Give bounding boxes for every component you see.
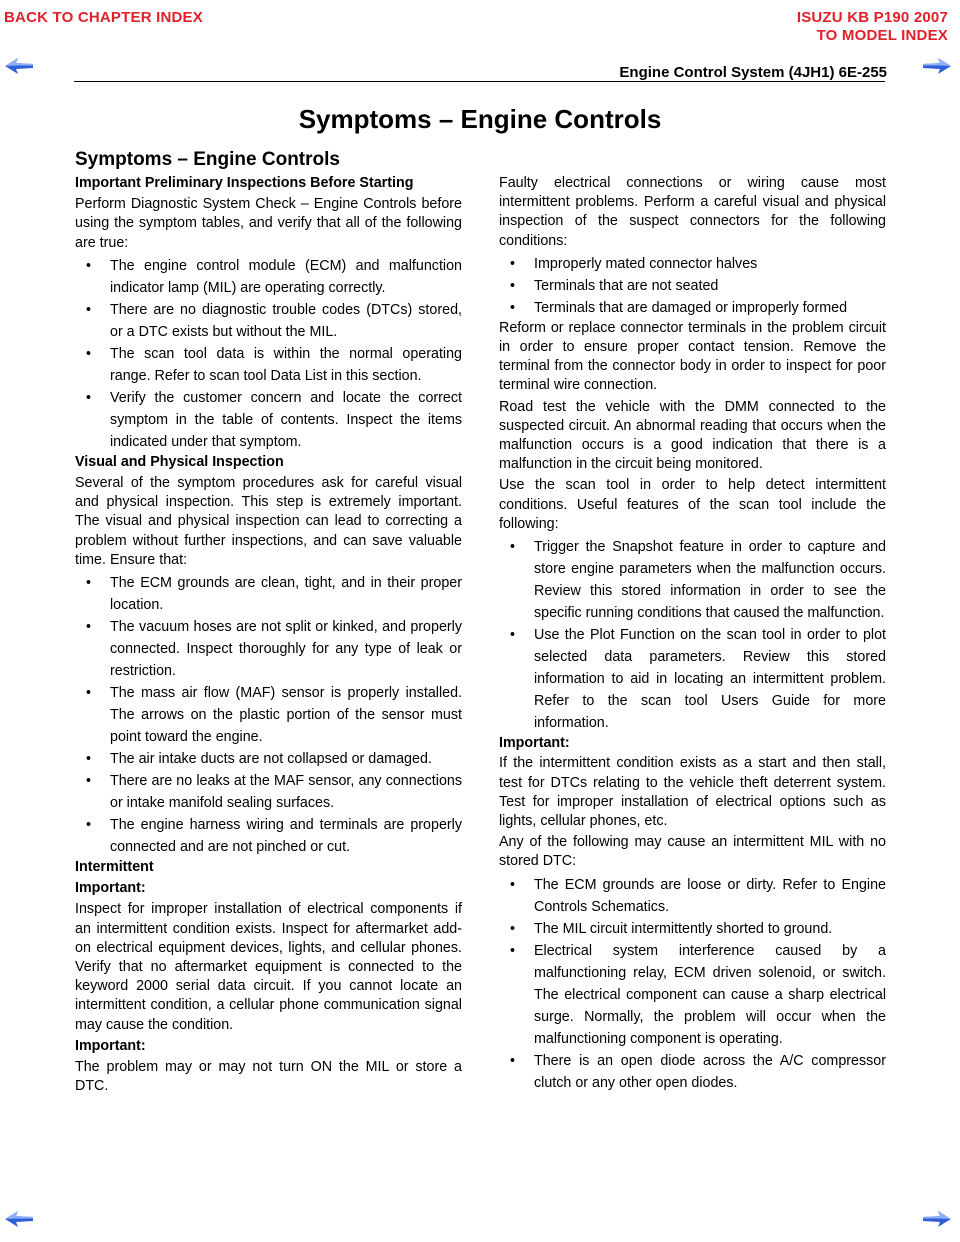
bullet-icon: • <box>510 920 516 937</box>
list-item-text: The mass air flow (MAF) sensor is properly installed. The arrows on the plastic portion of the sensor must point toward the engine. <box>110 685 462 746</box>
section-heading: Symptoms – Engine Controls <box>75 149 340 170</box>
list-item-text: There are no diagnostic trouble codes (DTCs) stored, or a DTC exists but without the MIL. <box>110 301 462 340</box>
bullet-list <box>499 253 886 319</box>
bullet-list <box>499 874 886 1094</box>
bullet-icon: • <box>86 619 92 636</box>
paragraph: Any of the following may cause an intermittent MIL with no stored DTC: <box>499 834 886 870</box>
bullet-list <box>499 536 886 734</box>
list-item <box>499 940 886 1050</box>
list-item-text: The engine control module (ECM) and malfunction indicator lamp (MIL) are operating correctly. <box>110 257 462 296</box>
bullet-icon: • <box>86 685 92 702</box>
list-item <box>75 299 462 343</box>
to-model-index-link[interactable] <box>797 9 948 45</box>
list-item-text: Terminals that are not seated <box>534 277 719 294</box>
page-title: Symptoms – Engine Controls <box>298 104 662 134</box>
paragraph: Inspect for improper installation of electrical components if an intermittent condition exists. Inspect for aftermarket add-on electrical equipment devices, lights, and cellular phones. Verify that no aftermarket equipment is connected to the keyword 2000 serial data circuit. If you cannot locate an intermittent condition, a cellular phone communication signal may cause the condition. <box>75 901 462 1033</box>
list-item-text: The scan tool data is within the normal operating range. Refer to scan tool Data List in this section. <box>110 345 462 384</box>
list-item <box>499 297 886 319</box>
list-item <box>499 918 886 940</box>
list-item-text: The air intake ducts are not collapsed or damaged. <box>110 751 432 768</box>
list-item <box>499 536 886 624</box>
list-item <box>499 275 886 297</box>
arrow-left-icon[interactable] <box>4 1210 34 1228</box>
list-item-text: Trigger the Snapshot feature in order to capture and store engine parameters when the malfunction occurs. Review this stored information in order to see the specific running conditions that caused the malfunction. <box>534 539 886 622</box>
list-item-text: The engine harness wiring and terminals are properly connected and are not pinched or cut. <box>110 817 462 856</box>
bullet-list <box>75 572 462 858</box>
bullet-icon: • <box>86 389 92 406</box>
bullet-icon: • <box>86 345 92 362</box>
right-column <box>499 174 886 1094</box>
list-item <box>75 770 462 814</box>
bullet-icon: • <box>86 575 92 592</box>
arrow-right-icon[interactable] <box>922 57 952 75</box>
paragraph: Perform Diagnostic System Check – Engine Controls before using the symptom tables, and verify that all of the following are true: <box>75 196 462 251</box>
paragraph: Faulty electrical connections or wiring cause most intermittent problems. Perform a careful visual and physical inspection of the suspect connectors for the following conditions: <box>499 175 886 249</box>
list-item <box>75 387 462 453</box>
preliminary-inspections-heading: Important Preliminary Inspections Before Starting <box>75 175 414 191</box>
bullet-icon: • <box>510 299 516 316</box>
bullet-icon: • <box>510 876 516 893</box>
list-item <box>75 255 462 299</box>
list-item-text: Improperly mated connector halves <box>534 255 758 272</box>
running-header: Engine Control System (4JH1) 6E-255 <box>619 64 887 81</box>
list-item-text: Electrical system interference caused by a malfunctioning relay, ECM driven solenoid, or switch. The electrical component can cause a sharp electrical surge. Normally, the problem will occur when the malfunctioning component is operating. <box>534 942 886 1047</box>
important-label: Important: <box>75 1037 146 1054</box>
list-item <box>75 748 462 770</box>
bullet-icon: • <box>510 942 516 959</box>
visual-inspection-heading: Visual and Physical Inspection <box>75 453 284 470</box>
list-item-text: Terminals that are damaged or improperly formed <box>534 299 848 316</box>
list-item-text: The MIL circuit intermittently shorted to ground. <box>534 920 833 937</box>
list-item <box>75 572 462 616</box>
back-to-chapter-index-link[interactable]: BACK TO CHAPTER INDEX <box>4 9 203 26</box>
paragraph: The problem may or may not turn ON the MIL or store a DTC. <box>75 1059 462 1095</box>
important-label: Important: <box>499 735 570 752</box>
paragraph: Road test the vehicle with the DMM connected to the suspected circuit. An abnormal reading that occurs when the malfunction occurs is a good indication that there is a malfunction in the circuit being monitored. <box>499 398 886 473</box>
bullet-list <box>75 255 462 453</box>
bullet-icon: • <box>510 1052 516 1069</box>
list-item <box>75 814 462 858</box>
list-item <box>499 624 886 734</box>
arrow-left-icon[interactable] <box>4 57 34 75</box>
paragraph: Reform or replace connector terminals in the problem circuit in order to ensure proper contact tension. Remove the terminal from the connector body in order to inspect for poor terminal wire connection. <box>499 319 886 394</box>
bullet-icon: • <box>86 817 92 834</box>
list-item-text: There are no leaks at the MAF sensor, any connections or intake manifold sealing surfaces. <box>110 773 462 812</box>
list-item <box>499 253 886 275</box>
bullet-icon: • <box>510 539 516 556</box>
model-name-text: ISUZU KB P190 2007 <box>796 9 948 26</box>
paragraph: Use the scan tool in order to help detect intermittent conditions. Useful features of the scan tool include the following: <box>499 477 886 532</box>
paragraph: If the intermittent condition exists as a start and then stall, test for DTCs relating to the vehicle theft deterrent system. Test for improper installation of electrical options such as lights, cellular phones, etc. <box>499 755 886 830</box>
list-item-text: There is an open diode across the A/C compressor clutch or any other open diodes. <box>534 1052 886 1091</box>
list-item-text: Use the Plot Function on the scan tool in order to plot selected data parameters. Review this stored information to aid in locating an intermittent problem. Refer to the scan tool Users Guide for more information. <box>534 627 886 732</box>
paragraph: Several of the symptom procedures ask for careful visual and physical inspection. This step is extremely important. The visual and physical inspection can lead to correcting a problem without further inspections, and can save valuable time. Ensure that: <box>75 475 462 568</box>
bullet-icon: • <box>86 301 92 318</box>
list-item <box>75 343 462 387</box>
bullet-icon: • <box>86 257 92 274</box>
list-item-text: The vacuum hoses are not split or kinked, and properly connected. Inspect thoroughly for any type of leak or restriction. <box>110 619 462 680</box>
bullet-icon: • <box>86 773 92 790</box>
arrow-right-icon[interactable] <box>922 1210 952 1228</box>
list-item-text: The ECM grounds are clean, tight, and in their proper location. <box>110 575 462 614</box>
intermittent-heading: Intermittent <box>75 859 154 876</box>
bullet-icon: • <box>510 627 516 644</box>
header-rule <box>74 81 885 82</box>
list-item <box>499 874 886 918</box>
list-item <box>75 616 462 682</box>
list-item-text: Verify the customer concern and locate the correct symptom in the table of contents. Inspect the items indicated under that symptom. <box>110 389 462 450</box>
to-model-index-text: TO MODEL INDEX <box>816 27 948 44</box>
bullet-icon: • <box>510 255 516 272</box>
bullet-icon: • <box>86 751 92 768</box>
bullet-icon: • <box>510 277 516 294</box>
list-item <box>499 1050 886 1094</box>
important-label: Important: <box>75 880 146 897</box>
list-item <box>75 682 462 748</box>
list-item-text: The ECM grounds are loose or dirty. Refer to Engine Controls Schematics. <box>534 876 886 915</box>
left-column <box>75 174 462 1098</box>
